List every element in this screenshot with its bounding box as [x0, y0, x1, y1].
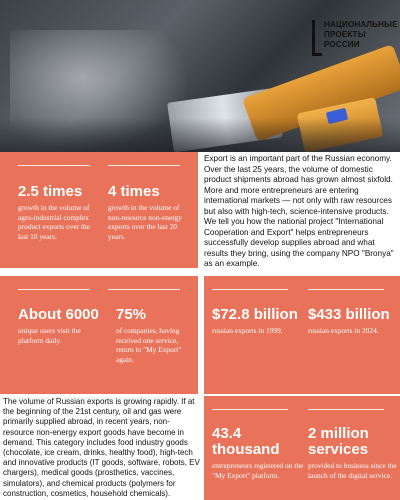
stat-agro	[18, 184, 96, 241]
stat-users	[18, 307, 100, 345]
logo-corner-icon	[312, 20, 322, 56]
stats-card-platform	[0, 276, 198, 394]
logo-line: РОССИИ	[324, 40, 360, 49]
stat-services	[308, 426, 398, 480]
stat-value: $433 billion	[308, 306, 390, 323]
stat-description: russian exports in 1999.	[212, 326, 283, 335]
stat-value: About 6000	[18, 306, 99, 323]
stats-card-services	[204, 396, 400, 500]
stat-description: provided to business since the launch of the digital service.	[308, 461, 397, 480]
logo-line: ПРОЕКТЫ	[324, 30, 366, 39]
stat-value: 2.5 times	[18, 183, 83, 200]
stat-description: growth in the volume of agro-industrial complex product exports over the last 10 years.	[18, 203, 91, 241]
stat-value: 75%	[116, 306, 147, 323]
stat-description: russian exports in 2024.	[308, 326, 379, 335]
stat-nonresource	[108, 184, 188, 241]
hero-shadow	[0, 118, 400, 152]
national-projects-logo	[310, 6, 396, 60]
stat-description: unique users visit the platform daily.	[18, 326, 81, 345]
stat-description: entrepreneurs registered on the "My Export" platform.	[212, 461, 304, 480]
divider-line	[308, 409, 384, 410]
stat-value: 4 times	[108, 183, 160, 200]
logo-text	[324, 20, 398, 50]
divider-line	[212, 409, 288, 410]
stat-entrepreneurs	[212, 426, 304, 480]
stat-value: 2 million services	[308, 425, 369, 458]
intro-paragraph: Export is an important part of the Russian economy. Over the last 25 years, the volume of domestic product shipments abroad has grown almost sixfold. More and more entrepreneurs are entering international markets — not only with raw resources but also with high-tech, science-intensive products. We tell you how the national project "International Cooperation and Export" helps entrepreneurs successfully develop supplies abroad and what results they bring, using the company NPO "Bronya" as an example.	[204, 154, 394, 268]
growth-paragraph: The volume of Russian exports is growing rapidly. If at the beginning of the 21st century, oil and gas were primarily supplied abroad, in recent years, non-resource non-energy export goods have become in demand. This category includes food industry goods (chocolate, ice cream, drinks, healthy food), high-tech and innovative products (IT goods, software, robots, EV chargers), medical goods (prosthetics, vaccines, simulators), and chemical products (polymers for construction, cosmetics, household chemicals).	[3, 397, 200, 498]
divider-line	[308, 289, 384, 290]
stat-value: 43.4 thousand	[212, 425, 280, 458]
divider-line	[108, 165, 180, 166]
stat-description: of companies, having received one service, return to "My Export" again.	[116, 326, 182, 364]
stat-description: growth in the volume of non-resource non-energy exports over the last 20 years.	[108, 203, 182, 241]
divider-line	[18, 289, 90, 290]
divider-line	[212, 289, 288, 290]
hero-image	[0, 0, 400, 152]
divider-line	[108, 289, 180, 290]
stat-companies	[116, 307, 196, 364]
divider-line	[18, 165, 90, 166]
stats-card-growth	[0, 152, 198, 268]
logo-line: НАЦИОНАЛЬНЫЕ	[324, 20, 398, 29]
stat-exports-1999	[212, 307, 304, 336]
stat-exports-2024	[308, 307, 398, 336]
stat-value: $72.8 billion	[212, 306, 298, 323]
stats-card-exports	[204, 276, 400, 394]
